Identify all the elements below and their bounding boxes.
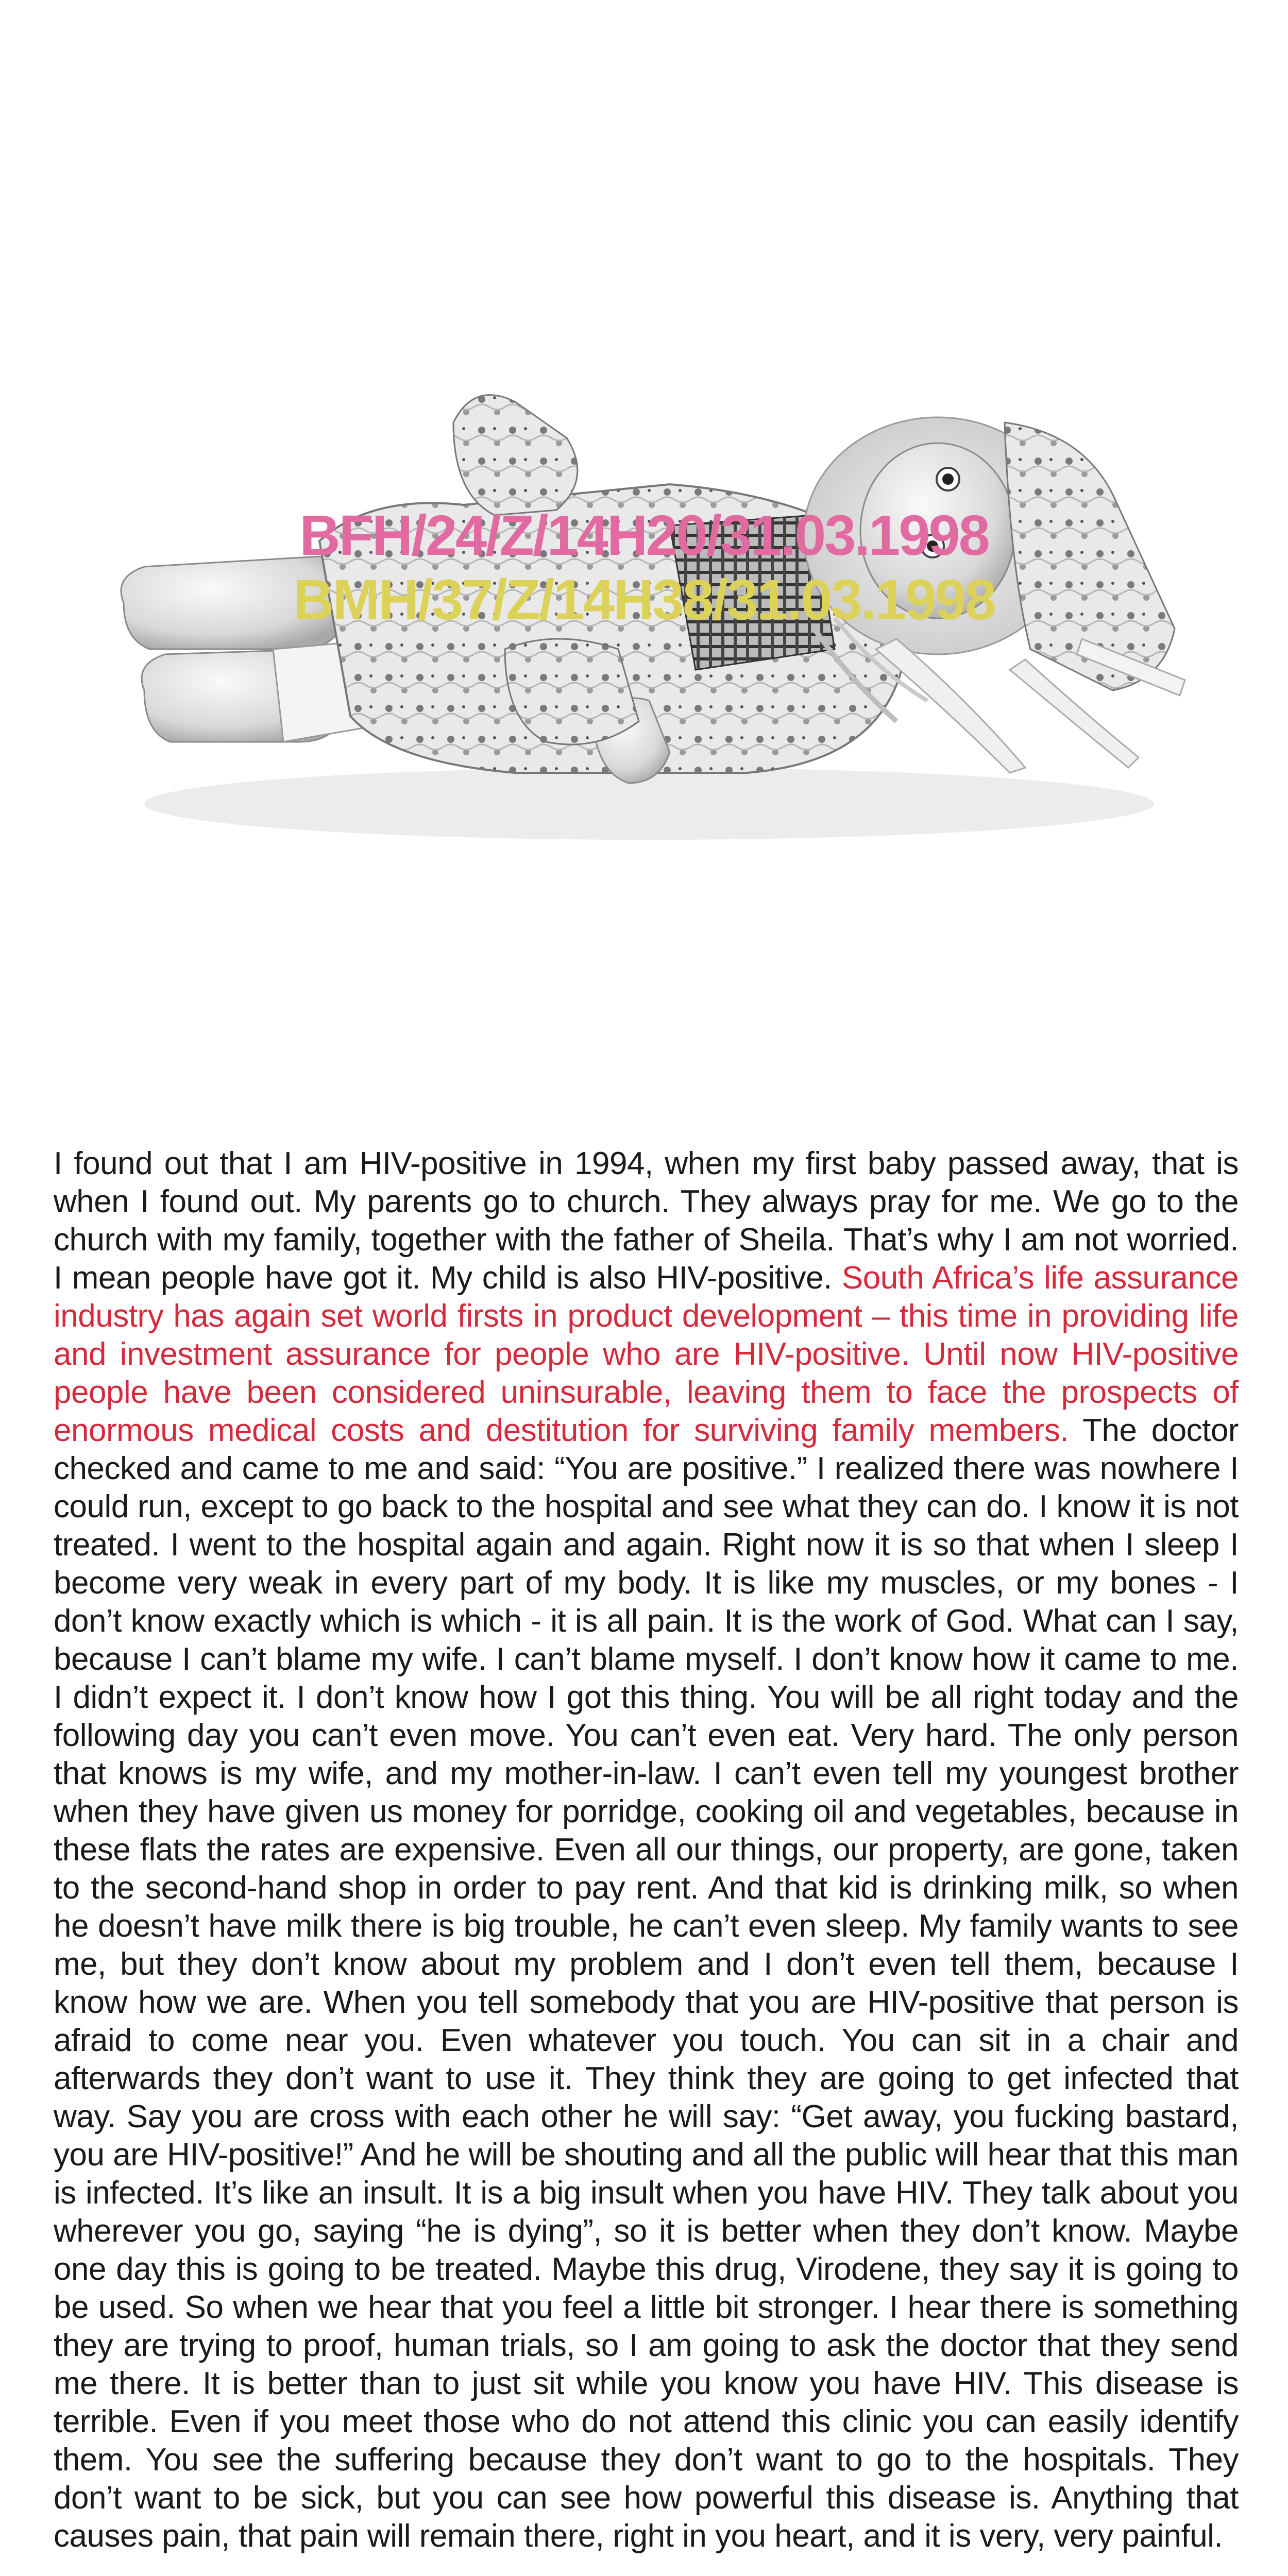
testimony-text-part-1: I found out that I am HIV-positive in 1994, when my first baby passed away, that is when I found out. My parents go to church. They always pray for me. We go to the church with my family, together with the father of Sheila. That’s why I am not worried. I mean people have got it. My child is also HIV-positive. (54, 1146, 1239, 1296)
testimony-text-part-2: The doctor checked and came to me and said: “You are positive.” I realized there was nowhere I could run, except to go back to the hospital and see what they can do. I know it is not treated. I went to the hospital again and again. Right now it is so that when I sleep I become very weak in every part of my body. It is like my muscles, or my bones - I don’t know exactly which is which - it is all pain. It is the work of God. What can I say, because I can’t blame my wife. I can’t blame myself. I don’t know how it came to me. I didn’t expect it. I don’t know how I got this thing. You will be all right today and the following day you can’t even move. You can’t even eat. Very hard. The only person that knows is my wife, and my mother-in-law. I can’t even tell my youngest brother when they have given us money for porridge, cooking oil and vegetables, because in these flats the rates are expensive. Even all our things, our property, are gone, taken to the second-hand shop in order to pay rent. And that kid is drinking milk, so when he doesn’t have milk there is big trouble, he can’t even sleep. My family wants to see me, but they don’t know about my problem and I don’t even tell them, because I know how we are. When you tell somebody that you are HIV-positive that person is afraid to come near you. Even whatever you touch. You can sit in a chair and afterwards they don’t want to use it. They think they are going to get infected that way. Say you are cross with each other he will say: “Get away, you fucking bastard, you are HIV-positive!” And he will be shouting and all the public will hear that this man is infected. It’s like an insult. It is a big insult when you have HIV. They talk about you wherever you go, saying “he is dying”, so it is better when they don’t know. Maybe one day this is going to be treated. Maybe this drug, Virodene, they say it is going to be used. So when we hear that you feel a little bit stronger. I hear there is something they are trying to proof, human trials, so I am going to ask the doctor that they send me there. It is better than to just sit while you know you have HIV. This disease is terrible. Even if you meet those who do not attend this clinic you can easily identify them. You see the suffering because they don’t want to go to the hospitals. They don’t want to be sick, but you can see how powerful this disease is. Anything that causes pain, that pain will remain there, right in you heart, and it is very, very painful. (54, 1413, 1239, 2554)
photo-code-line-1: BFH/24/Z/14H20/31.03.1998 (299, 504, 989, 567)
photo-code-line-2: BMH/37/Z/14H38/31.03.1998 (293, 568, 995, 632)
testimony-paragraph (54, 1145, 1239, 2555)
testimony-highlighted-insurance-text: South Africa’s life assurance industry has again set world firsts in product development – this time in providing life and investment assurance for people who are HIV-positive. Until now HIV-positive people have been considered uninsurable, leaving them to face the prospects of enormous medical costs and destitution for surviving family members. (54, 1260, 1239, 1448)
